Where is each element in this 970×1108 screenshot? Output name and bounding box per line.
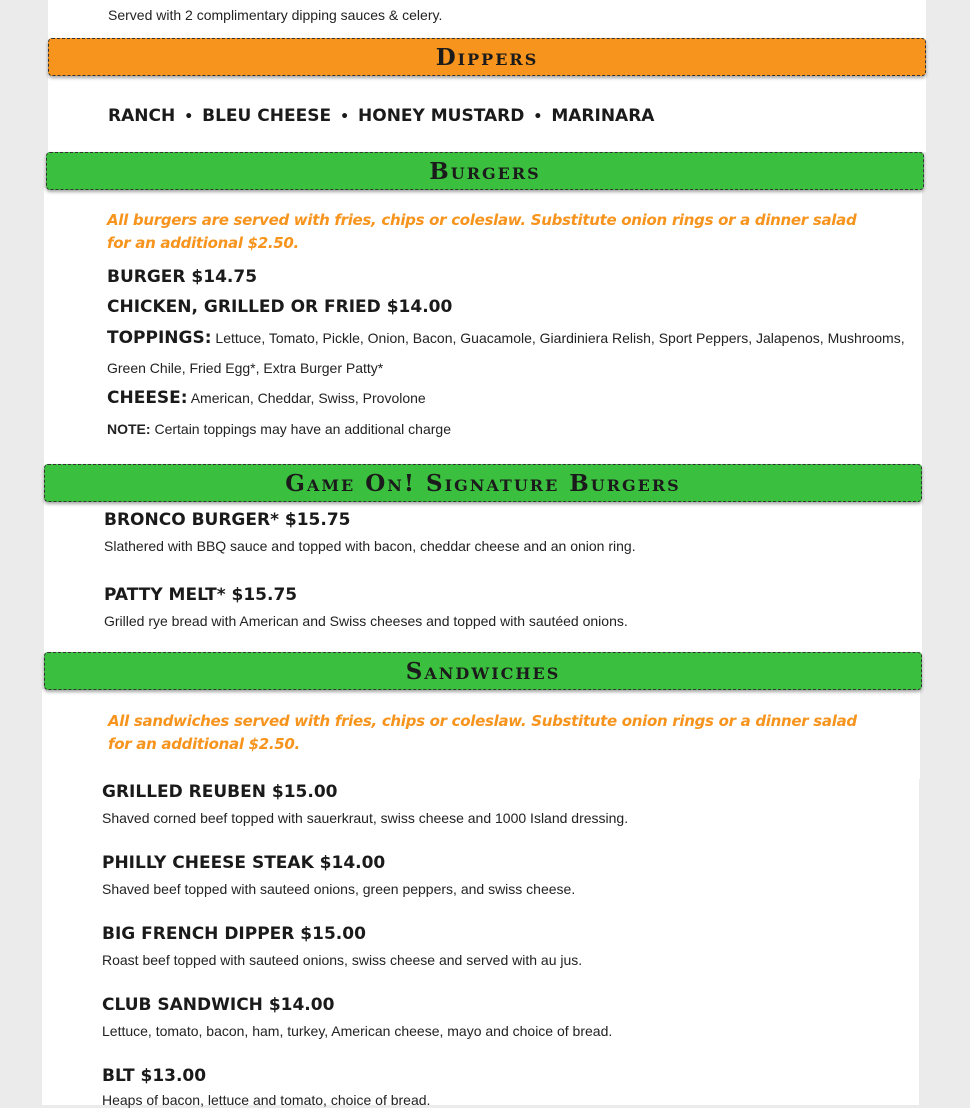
menu-item-burger: BURGER $14.75 bbox=[107, 267, 258, 287]
toppings-note bbox=[107, 421, 451, 437]
sandwiches-title: Sandwiches bbox=[405, 657, 561, 685]
burgers-title: Burgers bbox=[429, 157, 541, 185]
menu-item-patty-melt: PATTY MELT* $15.75 bbox=[104, 585, 298, 605]
toppings-label: TOPPINGS: bbox=[107, 328, 212, 348]
dipper-item: RANCH bbox=[108, 106, 176, 126]
menu-item-chicken: CHICKEN, GRILLED OR FRIED $14.00 bbox=[107, 297, 453, 317]
menu-item-description: Shaved beef topped with sauteed onions, green peppers, and swiss cheese. bbox=[102, 881, 576, 897]
burgers-sides-note: All burgers are served with fries, chips or coleslaw. Substitute onion rings or a dinner salad for an additional $2.50. bbox=[107, 211, 857, 252]
cheese-list: American, Cheddar, Swiss, Provolone bbox=[190, 390, 426, 406]
menu-item-bronco-burger: BRONCO BURGER* $15.75 bbox=[104, 510, 351, 530]
dipper-item: MARINARA bbox=[551, 106, 655, 126]
menu-item-big-french-dipper: BIG FRENCH DIPPER $15.00 bbox=[102, 924, 366, 944]
signature-burgers-header bbox=[44, 464, 922, 502]
sandwiches-sides-note: All sandwiches served with fries, chips or coleslaw. Substitute onion rings or a dinner salad for an additional $2.50. bbox=[108, 712, 857, 753]
dipper-separator: • bbox=[533, 109, 543, 125]
signature-burgers-title: Game On! Signature Burgers bbox=[285, 469, 681, 497]
dippers-title: Dippers bbox=[435, 43, 539, 71]
note-text: Certain toppings may have an additional charge bbox=[154, 421, 451, 437]
menu-item-description: Lettuce, tomato, bacon, ham, turkey, American cheese, mayo and choice of bread. bbox=[102, 1023, 613, 1039]
dipper-item: BLEU CHEESE bbox=[202, 106, 332, 126]
burgers-header bbox=[46, 152, 924, 190]
dipper-separator: • bbox=[184, 109, 194, 125]
toppings-list: Lettuce, Tomato, Pickle, Onion, Bacon, Guacamole, Giardiniera Relish, Sport Peppers, Jalapenos, Mushrooms, Green Chile, Fried Egg*, Extra Burger Patty* bbox=[107, 330, 905, 376]
cheese-block bbox=[107, 383, 907, 413]
dippers-list bbox=[108, 106, 654, 126]
toppings-block bbox=[107, 323, 907, 383]
cheese-label: CHEESE: bbox=[107, 388, 188, 408]
menu-item-blt: BLT $13.00 bbox=[102, 1066, 207, 1086]
menu-item-description: Grilled rye bread with American and Swiss cheeses and topped with sautéed onions. bbox=[104, 613, 628, 629]
menu-item-grilled-reuben: GRILLED REUBEN $15.00 bbox=[102, 782, 338, 802]
menu-item-description: Slathered with BBQ sauce and topped with bacon, cheddar cheese and an onion ring. bbox=[104, 538, 636, 554]
dipper-item: HONEY MUSTARD bbox=[358, 106, 525, 126]
menu-item-philly-cheese-steak: PHILLY CHEESE STEAK $14.00 bbox=[102, 853, 386, 873]
menu-item-description: Shaved corned beef topped with sauerkraut, swiss cheese and 1000 Island dressing. bbox=[102, 810, 629, 826]
note-label: NOTE: bbox=[107, 421, 151, 437]
menu-item-club-sandwich: CLUB SANDWICH $14.00 bbox=[102, 995, 335, 1015]
wings-serving-note: Served with 2 complimentary dipping sauces & celery. bbox=[108, 7, 443, 23]
menu-item-description: Roast beef topped with sauteed onions, swiss cheese and served with au jus. bbox=[102, 952, 583, 968]
menu-item-description: Heaps of bacon, lettuce and tomato, choice of bread. bbox=[102, 1092, 431, 1108]
dippers-header bbox=[48, 38, 926, 76]
dipper-separator: • bbox=[340, 109, 350, 125]
sandwiches-header bbox=[44, 652, 922, 690]
